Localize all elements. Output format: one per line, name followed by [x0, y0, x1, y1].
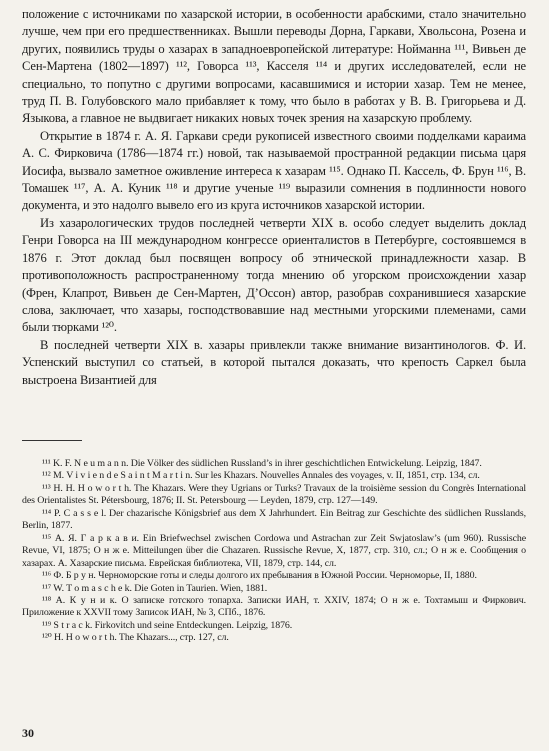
paragraph: Открытие в 1874 г. А. Я. Гаркави среди рукописей известного своими подделками караима А. С. Фирковича (1786—1874 гг.) новой, так называемой пространной редакции письма царя Иосифа, вызвало заметное оживление интереса к хазарам ¹¹⁵. Однако П. Кассель, Ф. Брун ¹¹⁶, В. Томашек ¹¹⁷, А. А. Куник ¹¹⁸ и другие ученые ¹¹⁹ выразили сомнения в подлинности нового документа, и это надолго вывело его из круга источников хазарской истории.	[22, 128, 526, 213]
footnote: ¹¹⁵ А. Я. Г а р к а в и. Ein Briefwechsel zwischen Cordowa und Astrachan zur Zeit Swjatoslaw’s (um 960). Russische Revue, VI, 1875; О н ж е. Mitteilungen über die Chazaren. Russische Revue, X, 1877, стр. 310, сл.; О н ж е. Сообщения о хазарах. А. Хазарские письма. Еврейская библиотека, VII, 1879, стр. 144, сл.	[22, 532, 526, 569]
paragraph: В последней четверти XIX в. хазары привлекли также внимание византинологов. Ф. И. Успенский выступил со статьей, в которой пытался доказать, что крепость Саркел была выстроена Византией для	[22, 337, 526, 387]
page-number: 30	[22, 726, 34, 740]
footnote: ¹²⁰ H. H o w o r t h. The Khazars..., стр. 127, сл.	[42, 632, 229, 644]
footnote: ¹¹⁷ W. T o m a s c h e k. Die Goten in Taurien. Wien, 1881.	[42, 582, 268, 594]
footnote: ¹¹⁴ P. C a s s e l. Der chazarische Königsbrief aus dem X Jahrhundert. Ein Beitrag zur Geschichte des südlichen Russlands, Berlin, 1877.	[22, 507, 526, 532]
footnote: ¹¹⁹ S t r a c k. Firkovitch und seine Entdeckungen. Leipzig, 1876.	[42, 619, 293, 631]
footnote: ¹¹³ H. H. H o w o r t h. The Khazars. Were they Ugrians or Turks? Travaux de la troisième session du Congrès International des Orientalistes St. Pétersbourg, 1876; II. St. Petersbourg — Leyden, 1879, стр. 127—149.	[22, 482, 526, 507]
paragraph: Из хазарологических трудов последней четверти XIX в. особо следует выделить доклад Генри Говорса на III международном конгрессе ориенталистов в Петербурге, состоявшемся в 1876 г. Этот доклад был посвящен вопросу об этнической принадлежности хазар. В противоположность распространенному тогда мнению об угорском происхождении хазар (Френ, Клапрот, Вивьен де Сен-Мартен, Д’Оссон) автор, разобрав сохранившиеся хазарские слова, заключает, что хазары, господствовавшие над местными угорскими племенами, сами были тюрками ¹²⁰.	[22, 215, 526, 335]
footnote: ¹¹² M. V i v i e n d e S a i n t M a r t i n. Sur les Khazars. Nouvelles Annales des voyages, v. II, 1851, стр. 134, сл.	[42, 470, 480, 482]
footnotes	[22, 458, 526, 645]
footnote: ¹¹⁸ А. К у н и к. О записке готского топарха. Записки ИАН, т. XXIV, 1874; О н ж е. Тохтамыш и Фиркович. Приложение к XXVII тому Записок ИАН, № 3, СПб., 1876.	[22, 594, 526, 619]
footnote: ¹¹¹ K. F. N e u m a n n. Die Völker des südlichen Russland’s in ihrer geschichtlichen Entwickelung. Leipzig, 1847.	[42, 458, 482, 469]
footnote: ¹¹⁶ Ф. Б р у н. Черноморские готы и следы долгого их пребывания в Южной России. Черноморье, II, 1880.	[42, 570, 477, 582]
footnote-separator	[22, 440, 82, 441]
paragraph: положение с источниками по хазарской истории, в особенности арабскими, стало значительно лучше, чем при его предшественниках. Вышли переводы Дорна, Гаркави, Хвольсона, Розена и других, появились труды о хазарах в западноевропейской литературе: Нойманна ¹¹¹, Вивьен де Сен-Мартена (1802—1897) ¹¹², Говорса ¹¹³, Касселя ¹¹⁴ и других исследователей, если не специально, то попутно с другими вопросами, касавшимися и истории хазар. Тем не менее, труд П. В. Голубовского мало прибавляет к тому, что было в работах у В. В. Григорьева и Д. Языкова, а главное не выдвигает никаких новых точек зрения на хазарскую проблему.	[22, 7, 526, 126]
main-text	[22, 6, 526, 389]
